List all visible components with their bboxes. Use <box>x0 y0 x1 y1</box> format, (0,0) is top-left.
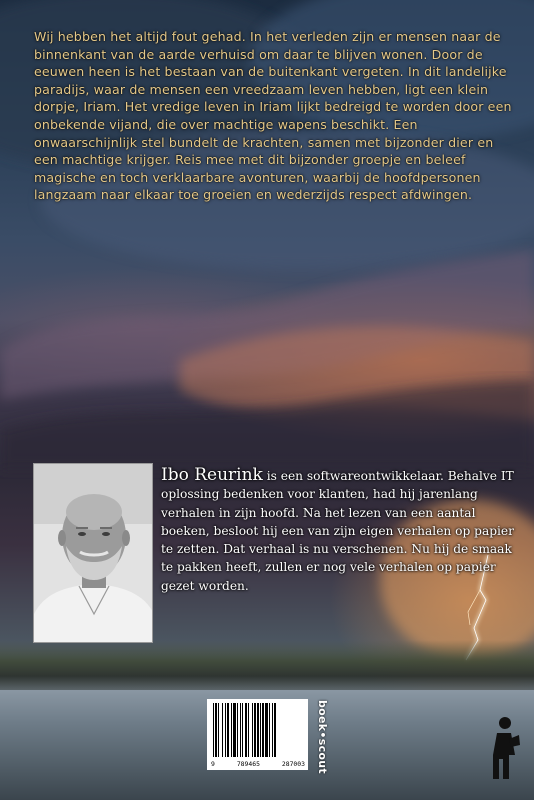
publisher-logo: boek•scout <box>316 700 329 774</box>
barcode-bars <box>207 699 308 759</box>
author-portrait-icon <box>34 464 153 643</box>
barcode-digit-group-2: 287003 <box>281 760 305 768</box>
barcode-digits <box>211 760 305 768</box>
isbn-barcode <box>207 699 308 770</box>
barcode-digit-group-1: 789465 <box>236 760 260 768</box>
back-cover-blurb: Wij hebben het altijd fout gehad. In het verleden zijn er mensen naar de binnenkant van de aarde verhuisd om daar te blijven wonen. Door de eeuwen heen is het bestaan van de buitenkant vergeten. In dit landelijke paradijs, waar de mensen een vreedzaam leven hebben, ligt een klein dorpje, Iriam. Het vredige leven in Iriam lijkt bedreigd te worden door een onbekende vijand, die over machtige wapens beschikt. Een onwaarschijnlijk stel bundelt de krachten, samen met bijzonder dier en een machtige krijger. Reis mee met dit bijzonder groepje en beleef magische en toch verklaarbare avonturen, waarbij de hoofdpersonen langzaam naar elkaar toe groeien en wederzijds respect afdwingen. <box>34 29 512 203</box>
author-name: Ibo Reurink <box>161 465 263 485</box>
reading-figure-icon <box>491 715 521 781</box>
barcode-digit-prefix: 9 <box>211 760 215 768</box>
author-photo <box>33 463 153 643</box>
author-bio-text: is een softwareontwikkelaar. Behalve IT oplossing bedenken voor klanten, had hij jarenlang verhalen in zijn hoofd. Na het lezen van een aantal boeken, besloot hij een van zijn eigen verhalen op papier te zetten. Dat verhaal is nu verschenen. Nu hij de smaak te pakken heeft, zullen er nog vele verhalen op papier gezet worden. <box>161 469 514 593</box>
author-bio <box>161 466 521 595</box>
